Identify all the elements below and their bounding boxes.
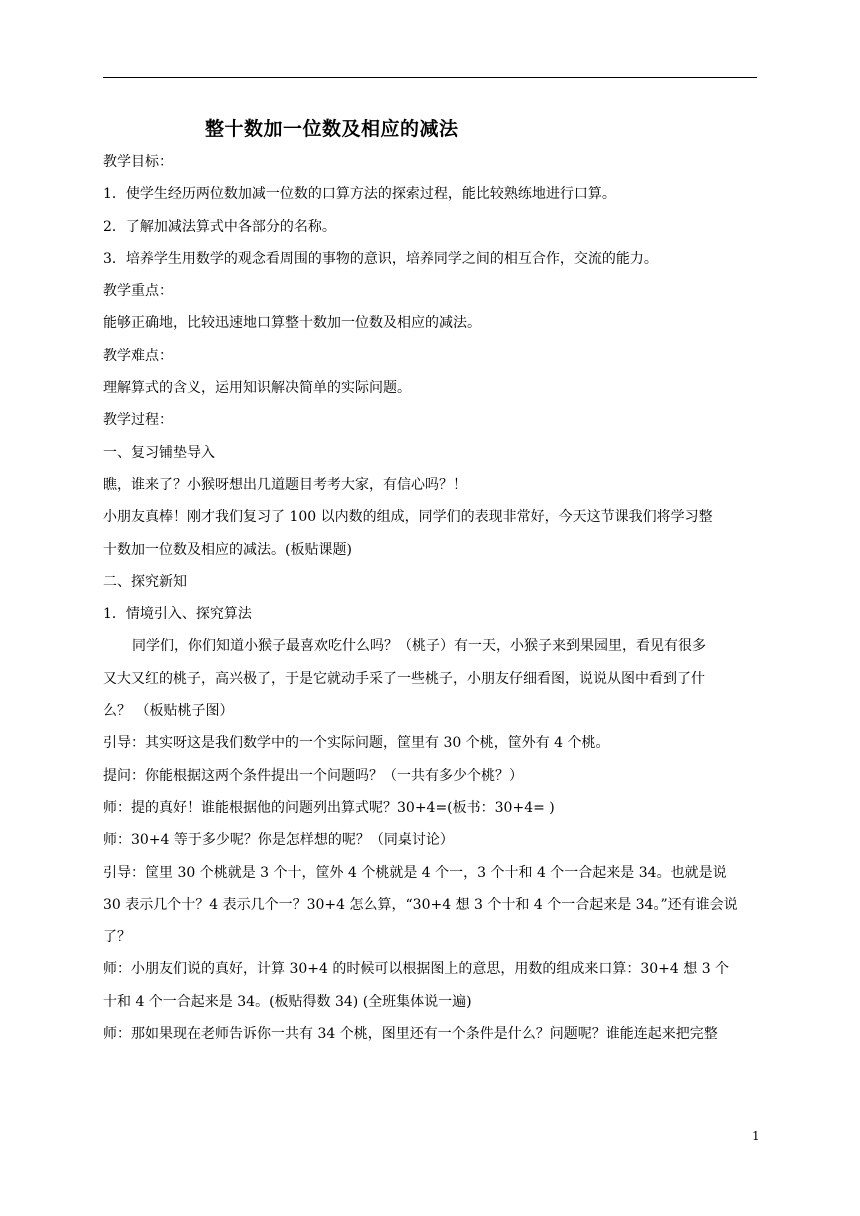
paragraph-line: 瞧，谁来了？小猴呀想出几道题目考考大家，有信心吗？！	[103, 476, 467, 493]
paragraph-line: 引导：筐里 30 个桃就是 3 个十，筐外 4 个桃就是 4 个一，3 个十和 4 个一合起来是 34。也就是说	[103, 864, 727, 881]
paragraph-line: 么？ （板贴桃子图）	[103, 703, 234, 720]
paragraph-line: 教学过程：	[103, 412, 173, 429]
paragraph-line: 能够正确地，比较迅速地口算整十数加一位数及相应的减法。	[103, 315, 481, 332]
document-body	[103, 152, 759, 1056]
paragraph-line: 教学难点：	[103, 347, 173, 364]
paragraph-line: 师：30+4 等于多少呢？你是怎样想的呢？（同桌讨论）	[103, 832, 454, 849]
paragraph-line: 师：提的真好！谁能根据他的问题列出算式呢？30+4=(板书：30+4= )	[103, 799, 555, 816]
document-title: 整十数加一位数及相应的减法	[205, 118, 459, 140]
paragraph-line: 一、复习铺垫导入	[103, 444, 215, 461]
paragraph-line: 1．使学生经历两位数加减一位数的口算方法的探索过程，能比较熟练地进行口算。	[103, 186, 616, 203]
paragraph-line: 师：小朋友们说的真好，计算 30+4 的时候可以根据图上的意思，用数的组成来口算：30+4 想 3 个	[103, 961, 730, 978]
paragraph-line: 教学目标：	[103, 154, 173, 170]
paragraph-line: 了？	[103, 929, 131, 946]
paragraph-line: 3．培养学生用数学的观念看周围的事物的意识，培养同学之间的相互合作，交流的能力。	[103, 250, 658, 267]
paragraph-line: 十数加一位数及相应的减法。(板贴课题)	[103, 541, 352, 558]
page-number: 1	[752, 1129, 760, 1143]
paragraph-line: 同学们，你们知道小猴子最喜欢吃什么吗？（桃子）有一天，小猴子来到果园里，看见有很多	[132, 638, 706, 655]
paragraph-line: 理解算式的含义，运用知识解决简单的实际问题。	[103, 380, 411, 397]
paragraph-line: 师：那如果现在老师告诉你一共有 34 个桃，图里还有一个条件是什么？问题呢？谁能连起来把完整	[103, 1026, 718, 1043]
paragraph-line: 小朋友真棒！刚才我们复习了 100 以内数的组成，同学们的表现非常好，今天这节课我们将学习整	[103, 509, 713, 526]
paragraph-line: 引导：其实呀这是我们数学中的一个实际问题，筐里有 30 个桃，筐外有 4 个桃。	[103, 735, 610, 752]
paragraph-line: 教学重点：	[103, 283, 173, 300]
header-rule	[103, 77, 757, 78]
paragraph-line: 十和 4 个一合起来是 34。(板贴得数 34) (全班集体说一遍)	[103, 993, 472, 1010]
paragraph-line: 又大又红的桃子，高兴极了，于是它就动手采了一些桃子，小朋友仔细看图，说说从图中看到了什	[103, 670, 705, 687]
paragraph-line: 2．了解加减法算式中各部分的名称。	[103, 218, 336, 235]
paragraph-line: 30 表示几个十？4 表示几个一？30+4 怎么算，“30+4 想 3 个十和 4 个一合起来是 34。”还有谁会说	[103, 896, 738, 913]
paragraph-line: 二、探究新知	[103, 573, 187, 590]
paragraph-line: 提问：你能根据这两个条件提出一个问题吗？（一共有多少个桃？）	[103, 767, 523, 784]
paragraph-line: 1．情境引入、探究算法	[103, 606, 252, 623]
